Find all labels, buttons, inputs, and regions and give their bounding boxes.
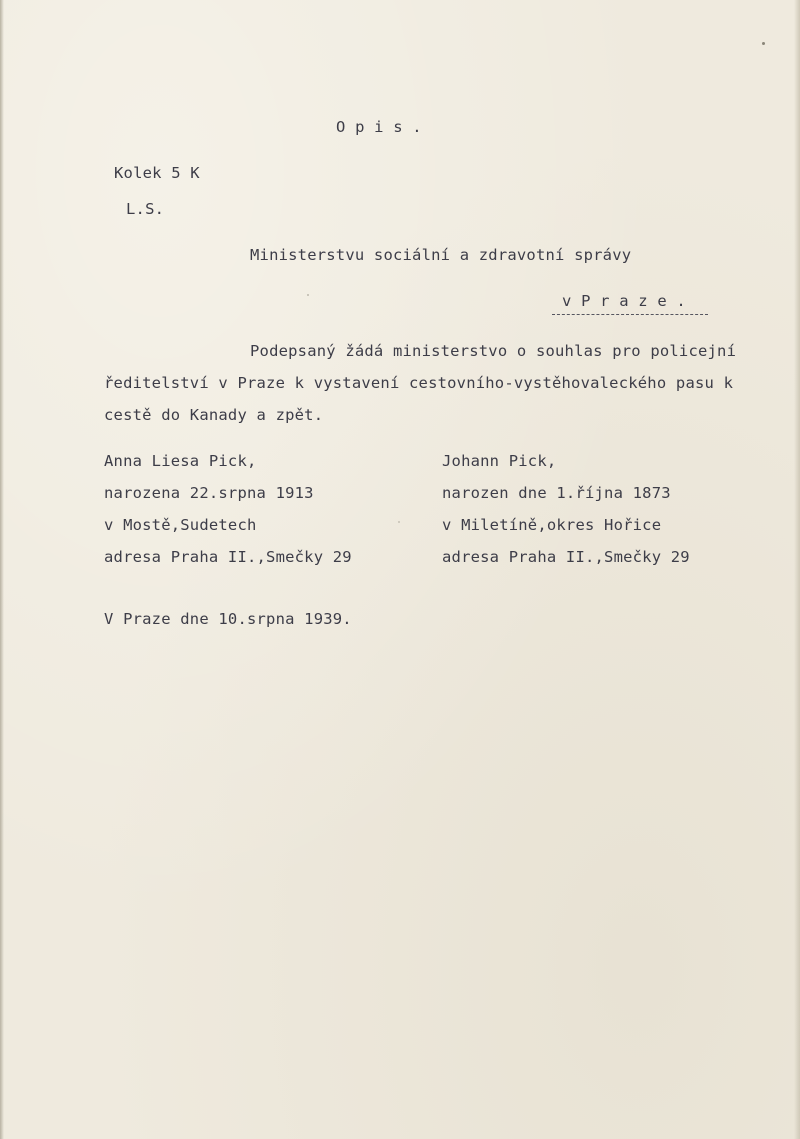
person2-name: Johann Pick, [442, 452, 557, 470]
person1-birthplace: v Mostě,Sudetech [104, 516, 257, 534]
addressee-ministry: Ministerstvu sociální a zdravotní správy [250, 246, 632, 264]
paper-speck [307, 294, 309, 296]
person2-address: adresa Praha II.,Smečky 29 [442, 548, 690, 566]
addressee-city: v P r a z e . [562, 292, 686, 310]
paper-speck [762, 42, 765, 45]
city-underline [552, 314, 708, 315]
person2-birthplace: v Miletíně,okres Hořice [442, 516, 662, 534]
body-line-1: Podepsaný žádá ministerstvo o souhlas pro policejní [250, 342, 737, 360]
page-right-edge [794, 0, 800, 1139]
person1-address: adresa Praha II.,Smečky 29 [104, 548, 352, 566]
paper-speck [398, 521, 400, 523]
body-line-2: ředitelství v Praze k vystavení cestovního-vystěhovaleckého pasu k [104, 374, 734, 392]
person1-birth-date: narozena 22.srpna 1913 [104, 484, 314, 502]
stamp-seal-line: L.S. [126, 200, 165, 218]
body-line-3: cestě do Kanady a zpět. [104, 406, 324, 424]
person1-name: Anna Liesa Pick, [104, 452, 257, 470]
stamp-fee-line: Kolek 5 K [114, 164, 200, 182]
page-left-edge [0, 0, 4, 1139]
date-place-line: V Praze dne 10.srpna 1939. [104, 610, 352, 628]
document-title: O p i s . [336, 118, 422, 136]
person2-birth-date: narozen dne 1.října 1873 [442, 484, 671, 502]
